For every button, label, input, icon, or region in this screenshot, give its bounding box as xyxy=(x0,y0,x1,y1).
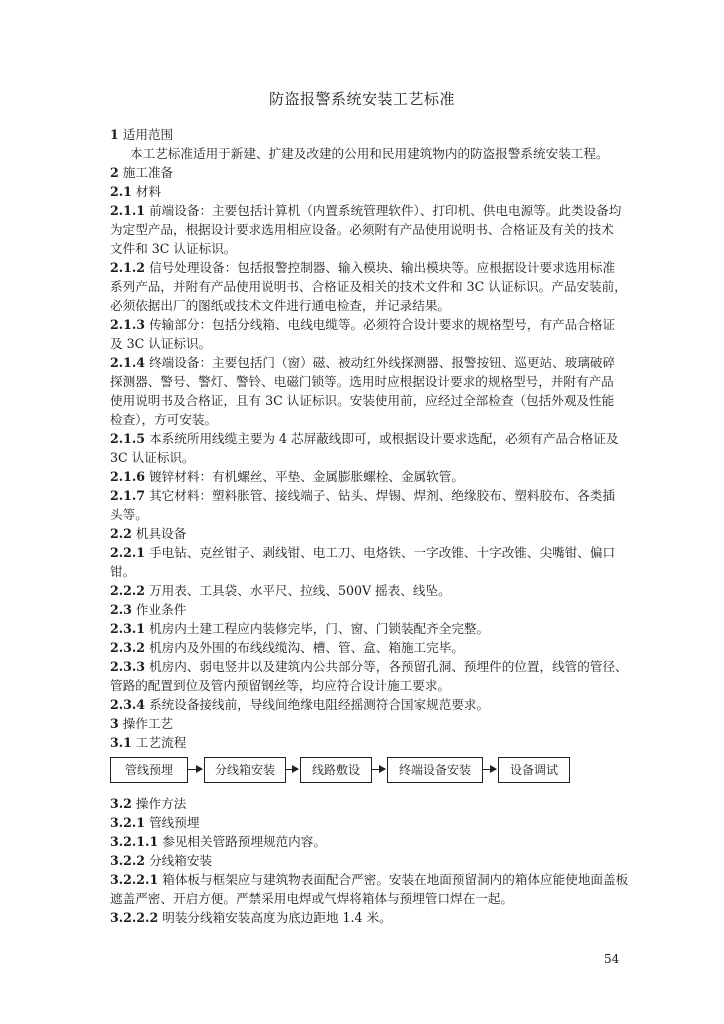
flow-step: 线路敷设 xyxy=(300,757,372,783)
text-line: 3.2 操作方法 xyxy=(110,796,187,811)
text-line: 2.1.1 前端设备：主要包括计算机（内置系统管理软件）、打印机、供电电源等。此类设备均 xyxy=(110,203,622,218)
process-flow xyxy=(110,757,630,789)
text-line: 3.2.2.1 箱体板与框架应与建筑物表面配合严密。安装在地面预留洞内的箱体应能使地面盖板 xyxy=(110,872,629,887)
text-line: 管路的配置到位及管内预留钢丝等，均应符合设计施工要求。 xyxy=(110,678,451,693)
text-line: 2.3.3 机房内、弱电竖井以及建筑内公共部分等，各预留孔洞、预埋件的位置，线管的管径、 xyxy=(110,659,628,674)
text-line: 2.2.1 手电钻、克丝钳子、剥线钳、电工刀、电烙铁、一字改锥、十字改锥、尖嘴钳、偏口 xyxy=(110,545,616,560)
text-line: 2.3 作业条件 xyxy=(110,602,187,617)
text-line: 1 适用范围 xyxy=(110,127,174,142)
text-line: 2.1.2 信号处理设备：包括报警控制器、输入模块、输出模块等。应根据设计要求选用标准 xyxy=(110,260,616,275)
text-line: 系列产品，并附有产品使用说明书、合格证及相关的技术文件和 3C 认证标识。产品安装前， xyxy=(110,279,627,294)
text-line: 2.1.5 本系统所用线缆主要为 4 芯屏蔽线即可，或根据设计要求选配，必须有产品合格证及 xyxy=(110,431,619,446)
text-line: 必须依据出厂的图纸或技术文件进行通电检查，并记录结果。 xyxy=(110,298,451,313)
text-line: 为定型产品，根据设计要求选用相应设备。必须附有产品使用说明书、合格证及有关的技术 xyxy=(110,222,614,237)
text-line: 2.3.1 机房内土建工程应内装修完毕，门、窗、门锁装配齐全完整。 xyxy=(110,621,490,636)
text-line: 3.2.2.2 明装分线箱安装高度为底边距地 1.4 米。 xyxy=(110,910,392,925)
text-line: 探测器、警号、警灯、警铃、电磁门锁等。选用时应根据设计要求的规格型号，并附有产品 xyxy=(110,374,614,389)
arrow-right-icon xyxy=(372,769,385,770)
flow-step: 设备调试 xyxy=(498,757,570,783)
text-line: 文件和 3C 认证标识。 xyxy=(110,241,237,256)
flow-step: 分线箱安装 xyxy=(204,757,286,783)
text-line: 2.1.6 镀锌材料：有机螺丝、平垫、金属膨胀螺栓、金属软管。 xyxy=(110,469,464,484)
text-line: 3.2.1.1 参见相关管路预埋规范内容。 xyxy=(110,834,326,849)
text-line: 使用说明书及合格证，且有 3C 认证标识。安装使用前，应经过全部检查（包括外观及性能 xyxy=(110,393,615,408)
arrow-right-icon xyxy=(188,769,202,770)
text-line: 本工艺标准适用于新建、扩建及改建的公用和民用建筑物内的防盗报警系统安装工程。 xyxy=(130,146,609,161)
text-line: 2.2.2 万用表、工具袋、水平尺、拉线、500V 摇表、线坠。 xyxy=(110,583,451,598)
text-line: 2.3.4 系统设备接线前，导线间绝缘电阻经摇测符合国家规范要求。 xyxy=(110,697,490,712)
text-line: 2.3.2 机房内及外围的布线线缆沟、槽、管、盒、箱施工完毕。 xyxy=(110,640,464,655)
text-line: 头等。 xyxy=(110,507,148,522)
text-line: 3.2.1 管线预埋 xyxy=(110,815,200,830)
arrow-right-icon xyxy=(483,769,496,770)
text-line: 2.2 机具设备 xyxy=(110,526,187,541)
text-line: 检查），方可安装。 xyxy=(110,412,218,427)
text-line: 2.1.3 传输部分：包括分线箱、电线电缆等。必须符合设计要求的规格型号，有产品合格证 xyxy=(110,317,616,332)
flow-step: 终端设备安装 xyxy=(387,757,483,783)
text-line: 3C 认证标识。 xyxy=(110,450,195,465)
text-line: 2 施工准备 xyxy=(110,165,174,180)
text-line: 3.1 工艺流程 xyxy=(110,735,187,750)
arrow-right-icon xyxy=(286,769,298,770)
text-line: 及 3C 认证标识。 xyxy=(110,336,212,351)
flow-step: 管线预埋 xyxy=(110,757,188,783)
page-number: 54 xyxy=(604,952,620,966)
text-line: 2.1 材料 xyxy=(110,184,162,199)
page-title: 防盗报警系统安装工艺标准 xyxy=(268,90,455,108)
text-line: 2.1.7 其它材料：塑料胀管、接线端子、钻头、焊锡、焊剂、绝缘胶布、塑料胶布、各类插 xyxy=(110,488,616,503)
text-line: 遮盖严密、开启方便。严禁采用电焊或气焊将箱体与预埋管口焊在一起。 xyxy=(110,891,513,906)
text-line: 2.1.4 终端设备：主要包括门（窗）磁、被动红外线探测器、报警按钮、巡更站、玻璃破碎 xyxy=(110,355,616,370)
text-line: 3 操作工艺 xyxy=(110,716,174,731)
text-line: 钳。 xyxy=(110,564,136,579)
text-line: 3.2.2 分线箱安装 xyxy=(110,853,213,868)
